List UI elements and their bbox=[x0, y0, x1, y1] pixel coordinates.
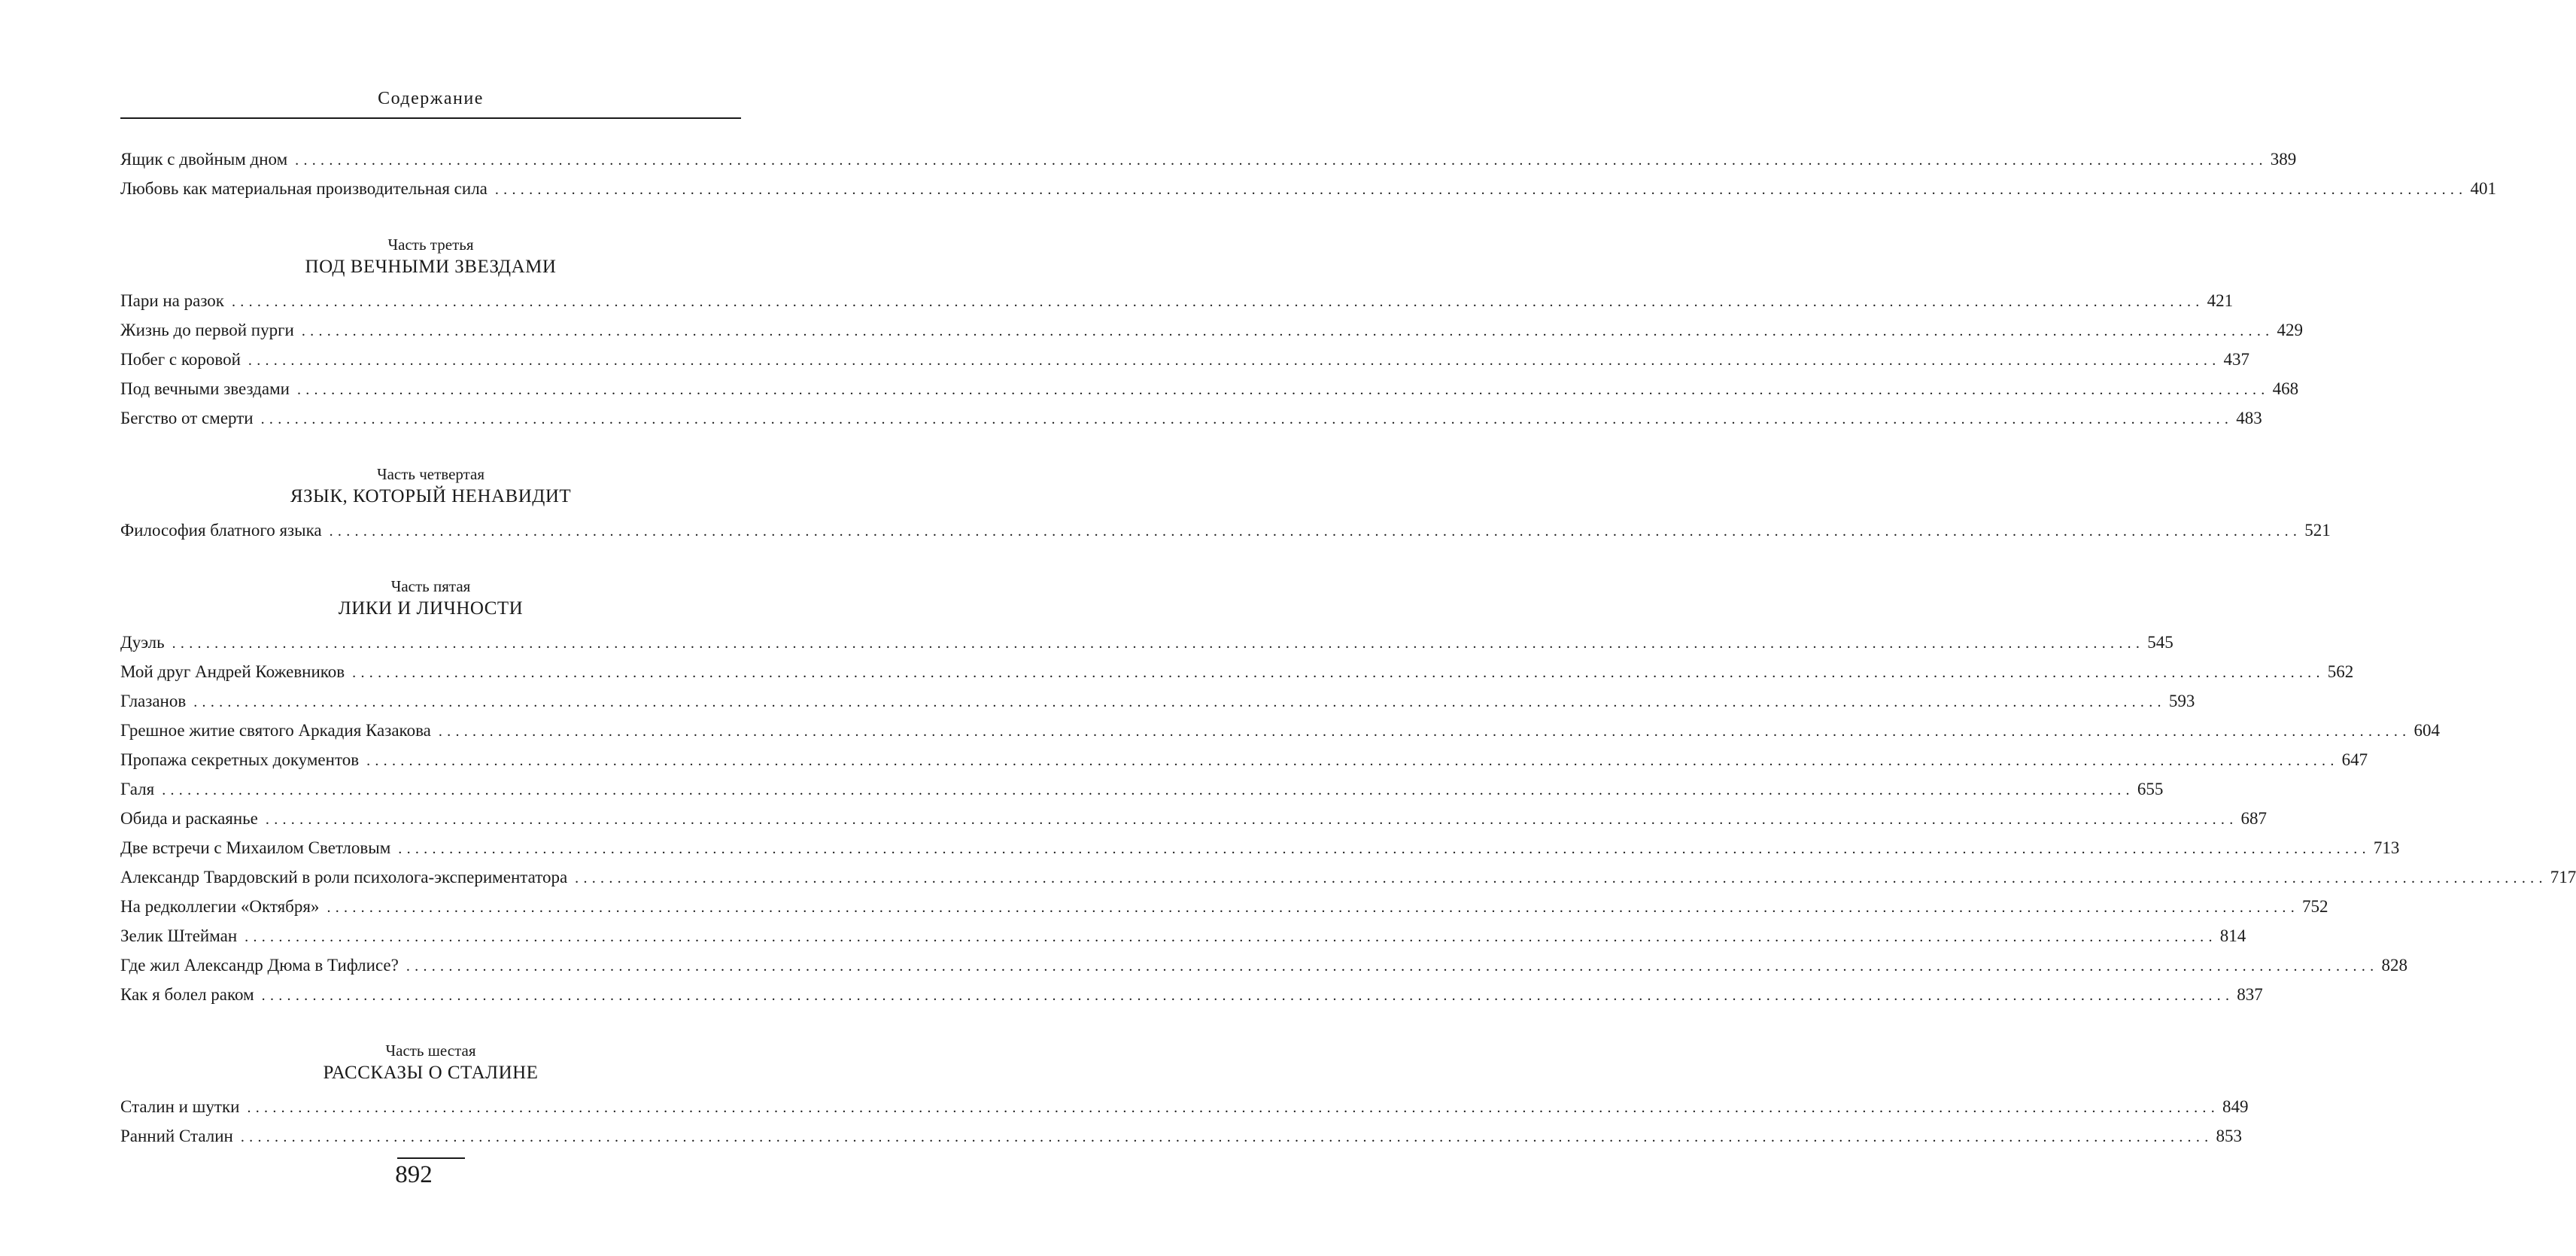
part-title: ЛИКИ И ЛИЧНОСТИ bbox=[338, 598, 524, 619]
dot-leader: ........................................................................................................................................................................................................................................ bbox=[398, 841, 2371, 857]
entry-title: Александр Твардовский в роли психолога-экспериментатора bbox=[120, 868, 568, 886]
part-label: Часть шестая bbox=[385, 1042, 476, 1060]
toc-entry bbox=[120, 1121, 2242, 1151]
dot-leader: ........................................................................................................................................................................................................................................ bbox=[260, 411, 2234, 427]
toc-entry bbox=[120, 315, 2303, 345]
toc-section bbox=[120, 464, 2331, 545]
toc-entry bbox=[120, 345, 2249, 374]
entry-page-number: 717 bbox=[2550, 868, 2576, 886]
entry-page-number: 853 bbox=[2216, 1127, 2242, 1145]
entry-page-number: 483 bbox=[2236, 409, 2262, 427]
entry-page-number: 849 bbox=[2222, 1097, 2249, 1116]
entry-page-number: 647 bbox=[2341, 750, 2368, 769]
dot-leader: ........................................................................................................................................................................................................................................ bbox=[366, 753, 2339, 769]
entry-title: Как я болел раком bbox=[120, 985, 254, 1004]
entry-title: Дуэль bbox=[120, 633, 165, 652]
part-label: Часть третья bbox=[387, 236, 474, 254]
entry-page-number: 562 bbox=[2327, 662, 2354, 681]
toc-entry bbox=[120, 657, 2354, 686]
dot-leader: ........................................................................................................................................................................................................................................ bbox=[295, 152, 2268, 169]
entry-title: Ранний Сталин bbox=[120, 1127, 233, 1145]
toc-entry bbox=[120, 286, 2234, 315]
dot-leader: ........................................................................................................................................................................................................................................ bbox=[261, 987, 2234, 1004]
entry-title: Философия блатного языка bbox=[120, 521, 322, 540]
toc-entry bbox=[120, 686, 2195, 716]
entry-title: Пари на разок bbox=[120, 291, 224, 310]
dot-leader: ........................................................................................................................................................................................................................................ bbox=[301, 323, 2274, 339]
entry-title: На редколлегии «Октября» bbox=[120, 897, 320, 916]
toc-entry bbox=[120, 628, 2174, 657]
entry-page-number: 468 bbox=[2272, 379, 2299, 398]
toc-entry bbox=[120, 403, 2262, 433]
dot-leader: ........................................................................................................................................................................................................................................ bbox=[231, 293, 2204, 310]
entry-title: Две встречи с Михаилом Светловым bbox=[120, 838, 391, 857]
entry-page-number: 401 bbox=[2470, 179, 2496, 198]
page-number: 892 bbox=[395, 1161, 433, 1188]
entry-page-number: 421 bbox=[2207, 291, 2234, 310]
entry-page-number: 545 bbox=[2147, 633, 2174, 652]
entry-title: Бегство от смерти bbox=[120, 409, 254, 427]
part-heading bbox=[120, 576, 741, 622]
table-of-contents bbox=[120, 144, 2576, 1151]
toc-entry bbox=[120, 745, 2368, 774]
entry-title: Глазанов bbox=[120, 692, 187, 710]
dot-leader: ........................................................................................................................................................................................................................................ bbox=[406, 958, 2379, 975]
entry-page-number: 837 bbox=[2237, 985, 2263, 1004]
entry-title: Сталин и шутки bbox=[120, 1097, 240, 1116]
toc-entry bbox=[120, 862, 2576, 892]
toc-entry bbox=[120, 144, 2297, 174]
entry-page-number: 429 bbox=[2277, 321, 2303, 339]
part-title: ЯЗЫК, КОТОРЫЙ НЕНАВИДИТ bbox=[290, 486, 572, 506]
entry-title: Зелик Штейман bbox=[120, 926, 238, 945]
part-title: РАССКАЗЫ О СТАЛИНЕ bbox=[323, 1063, 539, 1083]
entry-page-number: 655 bbox=[2137, 780, 2164, 798]
entry-page-number: 752 bbox=[2302, 897, 2328, 916]
dot-leader: ........................................................................................................................................................................................................................................ bbox=[329, 523, 2302, 540]
part-heading bbox=[120, 464, 741, 509]
entry-page-number: 687 bbox=[2240, 809, 2267, 828]
dot-leader: ........................................................................................................................................................................................................................................ bbox=[240, 1129, 2213, 1145]
dot-leader: ........................................................................................................................................................................................................................................ bbox=[438, 723, 2411, 740]
toc-section bbox=[120, 1041, 2249, 1151]
toc-entry bbox=[120, 174, 2496, 203]
toc-entry bbox=[120, 1092, 2249, 1121]
toc-entry bbox=[120, 515, 2331, 545]
entry-title: Ящик с двойным дном bbox=[120, 150, 288, 169]
entry-title: Жизнь до первой пурги bbox=[120, 321, 294, 339]
entry-title: Грешное житие святого Аркадия Казакова bbox=[120, 721, 431, 740]
toc-entry bbox=[120, 921, 2246, 950]
entry-page-number: 604 bbox=[2413, 721, 2440, 740]
dot-leader: ........................................................................................................................................................................................................................................ bbox=[575, 870, 2547, 886]
part-heading bbox=[120, 1041, 741, 1086]
entry-title: Любовь как материальная производительная сила bbox=[120, 179, 488, 198]
entry-title: Обида и раскаянье bbox=[120, 809, 258, 828]
entry-title: Где жил Александр Дюма в Тифлисе? bbox=[120, 956, 399, 975]
part-label: Часть четвертая bbox=[376, 465, 485, 483]
part-label: Часть пятая bbox=[390, 577, 471, 595]
entry-page-number: 521 bbox=[2304, 521, 2331, 540]
dot-leader: ........................................................................................................................................................................................................................................ bbox=[248, 352, 2221, 369]
dot-leader: ........................................................................................................................................................................................................................................ bbox=[172, 635, 2145, 652]
dot-leader: ........................................................................................................................................................................................................................................ bbox=[245, 929, 2217, 945]
part-title: ПОД ВЕЧНЫМИ ЗВЕЗДАМИ bbox=[305, 257, 557, 277]
running-head: Содержание bbox=[378, 89, 484, 108]
dot-leader: ........................................................................................................................................................................................................................................ bbox=[352, 664, 2325, 681]
dot-leader: ........................................................................................................................................................................................................................................ bbox=[265, 811, 2238, 828]
entry-page-number: 437 bbox=[2223, 350, 2249, 369]
entry-page-number: 828 bbox=[2381, 956, 2407, 975]
toc-entry bbox=[120, 833, 2400, 862]
dot-leader: ........................................................................................................................................................................................................................................ bbox=[162, 782, 2134, 798]
toc-entry bbox=[120, 980, 2263, 1009]
toc-entry bbox=[120, 374, 2299, 403]
header-rule bbox=[120, 117, 741, 119]
dot-leader: ........................................................................................................................................................................................................................................ bbox=[494, 181, 2468, 198]
toc-entry bbox=[120, 716, 2440, 745]
part-heading bbox=[120, 235, 741, 280]
toc-entry bbox=[120, 804, 2267, 833]
dot-leader: ........................................................................................................................................................................................................................................ bbox=[247, 1099, 2220, 1116]
dot-leader: ........................................................................................................................................................................................................................................ bbox=[193, 694, 2166, 710]
dot-leader: ........................................................................................................................................................................................................................................ bbox=[296, 382, 2270, 398]
entry-page-number: 814 bbox=[2219, 926, 2246, 945]
entry-title: Мой друг Андрей Кожевников bbox=[120, 662, 345, 681]
toc-entry bbox=[120, 774, 2164, 804]
toc-entry bbox=[120, 892, 2328, 921]
folio-rule bbox=[397, 1157, 465, 1159]
entry-page-number: 389 bbox=[2270, 150, 2297, 169]
entry-title: Пропажа секретных документов bbox=[120, 750, 360, 769]
entry-page-number: 593 bbox=[2168, 692, 2195, 710]
entry-title: Галя bbox=[120, 780, 155, 798]
entry-page-number: 713 bbox=[2373, 838, 2400, 857]
toc-section bbox=[120, 144, 2496, 203]
toc-section bbox=[120, 235, 2303, 433]
dot-leader: ........................................................................................................................................................................................................................................ bbox=[327, 899, 2300, 916]
toc-entry bbox=[120, 950, 2407, 980]
entry-title: Побег с коровой bbox=[120, 350, 241, 369]
toc-section bbox=[120, 576, 2576, 1009]
entry-title: Под вечными звездами bbox=[120, 379, 290, 398]
